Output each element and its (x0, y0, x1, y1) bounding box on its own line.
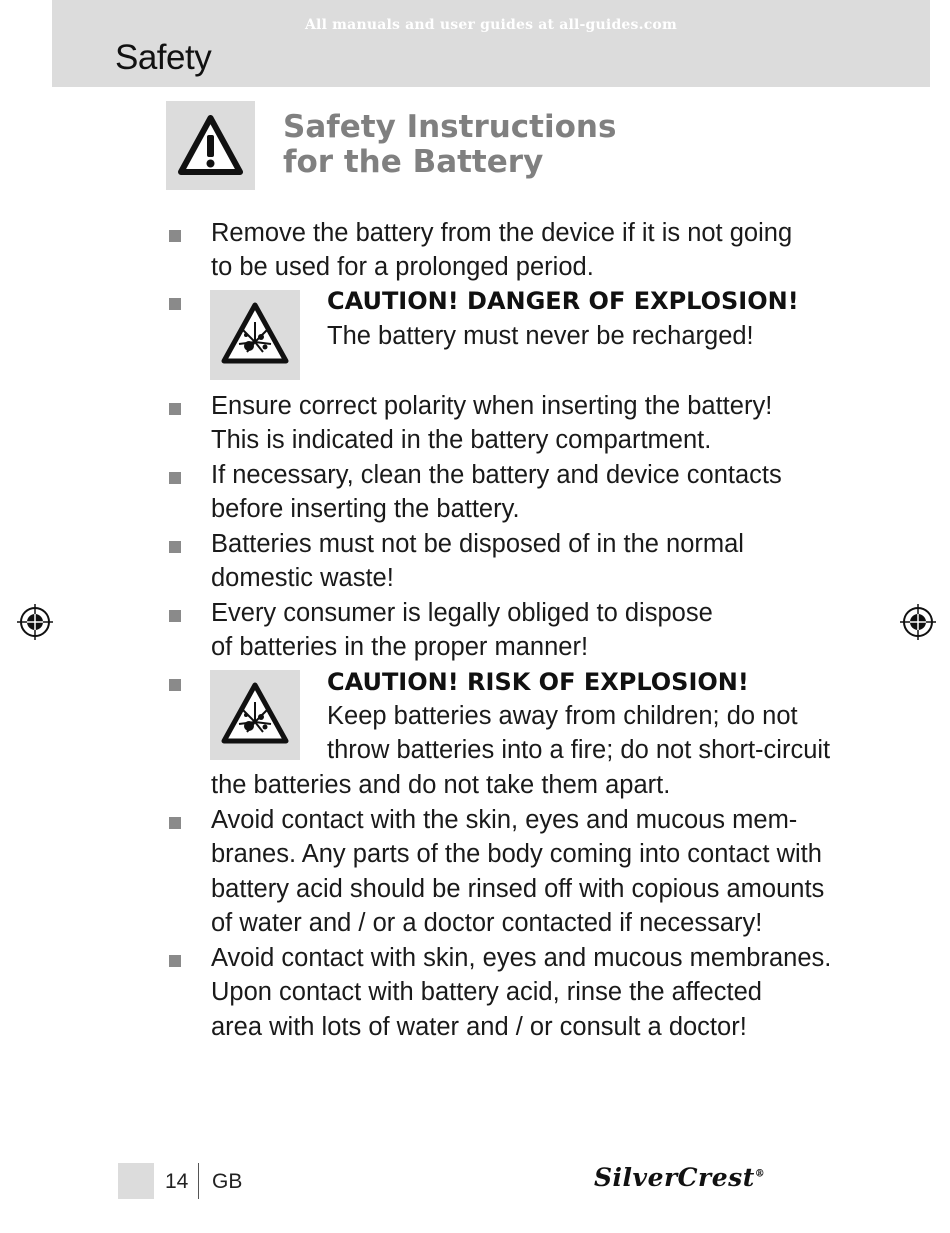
item-text-line: Avoid contact with the skin, eyes and mucous mem- (211, 806, 798, 834)
item-text-line: Avoid contact with skin, eyes and mucous membranes. (211, 944, 832, 972)
caution-title: CAUTION! DANGER OF EXPLOSION! (327, 287, 799, 315)
heading-line-1: Safety Instructions (283, 109, 617, 145)
registration-mark-icon (898, 602, 938, 642)
item-text-line: domestic waste! (211, 564, 394, 592)
watermark: All manuals and user guides at all-guides.com (305, 17, 677, 33)
item-text-line: Upon contact with battery acid, rinse the affected (211, 978, 762, 1006)
bullet-marker (169, 541, 181, 553)
item-text-line: Keep batteries away from children; do not (327, 702, 798, 730)
bullet-marker (169, 472, 181, 484)
item-text-line: area with lots of water and / or consult a doctor! (211, 1013, 747, 1041)
section-title: Safety (115, 38, 212, 77)
registered-mark: ® (754, 1168, 766, 1180)
explosion-box (210, 670, 300, 760)
item-text-line: throw batteries into a fire; do not short-circuit (327, 736, 831, 764)
explosion-hazard-icon (221, 682, 289, 744)
bullet-marker (169, 955, 181, 967)
brand-logo (594, 1163, 765, 1192)
bullet-marker (169, 817, 181, 829)
item-text-line: Every consumer is legally obliged to dispose (211, 599, 713, 627)
item-text-line: Batteries must not be disposed of in the normal (211, 530, 744, 558)
item-text-line: Remove the battery from the device if it is not going (211, 219, 793, 247)
caution-title: CAUTION! RISK OF EXPLOSION! (327, 668, 749, 696)
explosion-hazard-icon (221, 302, 289, 364)
item-text-line: of batteries in the proper manner! (211, 633, 589, 661)
bullet-marker (169, 298, 181, 310)
item-text-line: This is indicated in the battery compartment. (211, 426, 712, 454)
registration-mark-icon (15, 602, 55, 642)
item-text-line: battery acid should be rinsed off with copious amounts (211, 875, 825, 903)
page-heading (283, 110, 616, 180)
bullet-marker (169, 403, 181, 415)
item-text-line: of water and / or a doctor contacted if necessary! (211, 909, 763, 937)
footer-divider (198, 1163, 199, 1199)
bullet-marker (169, 610, 181, 622)
warning-triangle-icon (178, 115, 243, 175)
heading-line-2: for the Battery (283, 144, 544, 180)
item-text-line: branes. Any parts of the body coming into contact with (211, 840, 822, 868)
bullet-marker (169, 679, 181, 691)
item-text-line: to be used for a prolonged period. (211, 253, 594, 281)
item-text-line: Ensure correct polarity when inserting the battery! (211, 392, 773, 420)
page-number: 14 (165, 1170, 189, 1193)
brand-name: SilverCrest (594, 1163, 755, 1192)
item-text-line: If necessary, clean the battery and device contacts (211, 461, 782, 489)
item-text-line: the batteries and do not take them apart. (211, 771, 671, 799)
item-text-line: before inserting the battery. (211, 495, 520, 523)
item-text-line: The battery must never be recharged! (327, 322, 754, 350)
footer-marker (118, 1163, 154, 1199)
language-code: GB (212, 1170, 243, 1193)
bullet-marker (169, 230, 181, 242)
warning-box (166, 101, 255, 190)
explosion-box (210, 290, 300, 380)
